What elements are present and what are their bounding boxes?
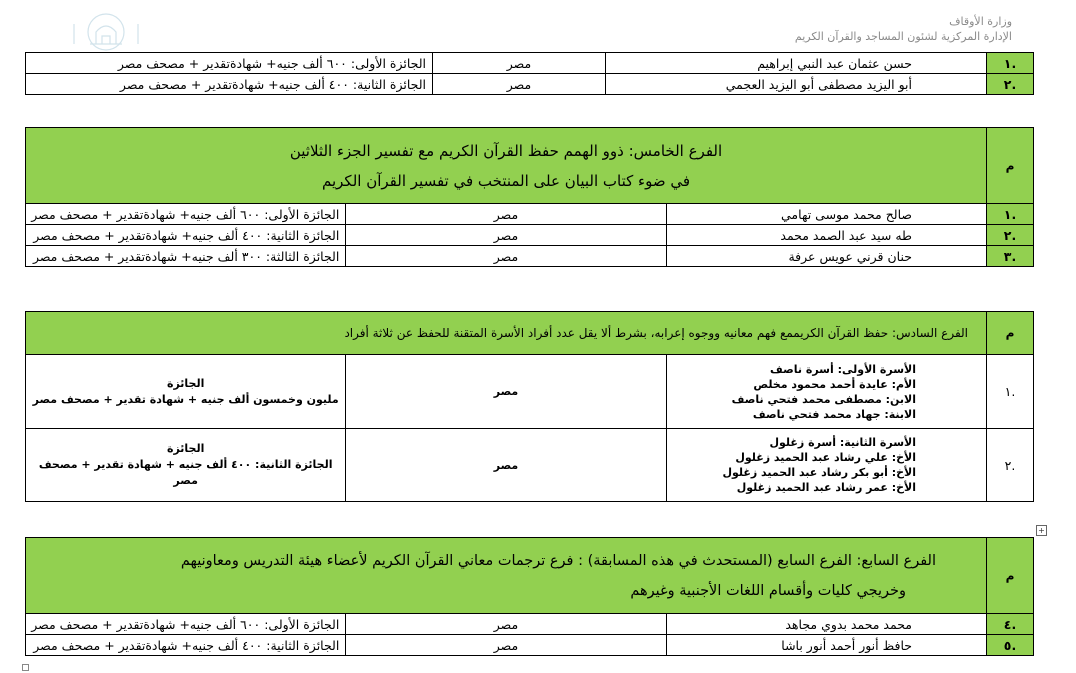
winner-country: مصر: [346, 429, 666, 502]
family-member: الأسرة الثانية: أسرة زغلول: [769, 436, 916, 449]
row-index: .٢: [987, 429, 1034, 502]
winner-country: مصر: [346, 355, 666, 429]
winner-country: مصر: [433, 53, 606, 74]
mosque-logo-watermark-icon: [60, 10, 152, 52]
winner-name: حنان قرني عويس عرفة: [666, 246, 986, 267]
table-row: [26, 74, 1034, 95]
prize-title: الجائزة: [166, 442, 205, 455]
column-m-label: م: [987, 312, 1034, 355]
winner-country: مصر: [346, 614, 666, 635]
prize-text: مليون وخمسون ألف جنيه + شهادة تقدير + مصحف مصر: [32, 392, 339, 406]
department-name: الإدارة المركزية لشئون المساجد والقرآن الكريم: [794, 30, 1012, 43]
winner-prize: الجائزة الأولى: ٦٠٠ ألف جنيه+ شهادةتقدير + مصحف مصر: [26, 614, 346, 635]
winner-country: مصر: [433, 74, 606, 95]
winner-prize: الجائزة الثالثة: ٣٠٠ ألف جنيه+ شهادةتقدير + مصحف مصر: [26, 246, 346, 267]
section-title-line2: في ضوء كتاب البيان على المنتخب في تفسير القرآن الكريم: [321, 171, 690, 190]
family-members: [666, 429, 986, 502]
section-title: الفرع السادس: حفظ القرآن الكريممع فهم معانيه ووجوه إعرابه، بشرط ألا يقل عدد أفراد الأسرة المتقنة للحفظ عن ثلاثة أفراد: [26, 312, 987, 355]
table-row: [26, 635, 1034, 656]
prize-text: الجائزة الثانية: ٤٠٠ ألف جنيه + شهادة تقدير + مصحف مصر: [38, 458, 333, 487]
branch6-winners-table: [25, 311, 1034, 502]
row-index: .١: [987, 53, 1034, 74]
column-m-label: م: [987, 128, 1034, 204]
family-member: الابنة: جهاد محمد فتحي ناصف: [752, 407, 916, 421]
winner-prize: الجائزة الثانية: ٤٠٠ ألف جنيه+ شهادةتقدير + مصحف مصر: [26, 225, 346, 246]
winner-name: حسن عثمان عبد النبي إبراهيم: [606, 53, 987, 74]
family-member: الأسرة الأولى: أسرة ناصف: [770, 362, 916, 376]
branch4-winners-table: [25, 52, 1034, 95]
winner-prize: الجائزة الثانية: ٤٠٠ ألف جنيه+ شهادةتقدير + مصحف مصر: [26, 74, 433, 95]
branch5-winners-table: [25, 127, 1034, 267]
family-member: الابن: مصطفى محمد فتحي ناصف: [731, 392, 916, 406]
prize-title: الجائزة: [166, 376, 205, 390]
winner-name: صالح محمد موسى تهامي: [666, 204, 986, 225]
family-member: الأخ: عمر رشاد عبد الحميد زغلول: [736, 481, 916, 494]
winner-country: مصر: [346, 246, 666, 267]
section-title-line2: وخريجي كليات وأقسام اللغات الأجنبية وغيرهم: [630, 582, 906, 599]
section-title: [26, 538, 987, 614]
table-move-handle-icon[interactable]: +: [1036, 525, 1047, 536]
family-member: الأخ: علي رشاد عبد الحميد زغلول: [735, 451, 916, 464]
page-header: [795, 14, 1012, 44]
family-member: الأخ: أبو بكر رشاد عبد الحميد زغلول: [722, 466, 916, 479]
table-row: [26, 204, 1034, 225]
family-members: [666, 355, 986, 429]
section-title: [26, 128, 987, 204]
table-row: [26, 53, 1034, 74]
winner-name: محمد محمد بدوي مجاهد: [666, 614, 986, 635]
table-row: [26, 614, 1034, 635]
page-corner-marker: [22, 664, 29, 671]
row-index: .٢: [987, 225, 1034, 246]
ministry-name: وزارة الأوقاف: [949, 15, 1012, 28]
section-header-row: [26, 128, 1034, 204]
row-index: .١: [987, 355, 1034, 429]
row-index: .١: [987, 204, 1034, 225]
column-m-label: م: [987, 538, 1034, 614]
family-member: الأم: عايدة أحمد محمود مخلص: [753, 377, 916, 391]
row-index: .٣: [987, 246, 1034, 267]
branch7-winners-table: [25, 537, 1034, 656]
section-title-line1: الفرع السابع: الفرع السابع (المستحدث في هذه المسابقة) : فرع ترجمات معاني القرآن الكريم لأعضاء هيئة التدريس ومعاونيهم: [180, 552, 936, 569]
row-index: .٥: [987, 635, 1034, 656]
section-header-row: [26, 312, 1034, 355]
winner-name: أبو اليزيد مصطفى أبو اليزيد العجمي: [606, 74, 987, 95]
table-row: [26, 355, 1034, 429]
table-row: [26, 225, 1034, 246]
winner-prize: [26, 429, 346, 502]
winner-name: حافظ أنور أحمد أنور باشا: [666, 635, 986, 656]
table-row: [26, 246, 1034, 267]
winner-prize: [26, 355, 346, 429]
winner-name: طه سيد عبد الصمد محمد: [666, 225, 986, 246]
winner-country: مصر: [346, 225, 666, 246]
winner-prize: الجائزة الأولى: ٦٠٠ ألف جنيه+ شهادةتقدير + مصحف مصر: [26, 53, 433, 74]
table-row: [26, 429, 1034, 502]
section-header-row: [26, 538, 1034, 614]
row-index: .٢: [987, 74, 1034, 95]
winner-prize: الجائزة الثانية: ٤٠٠ ألف جنيه+ شهادةتقدير + مصحف مصر: [26, 635, 346, 656]
section-title-line1: الفرع الخامس: ذوو الهمم حفظ القرآن الكريم مع تفسير الجزء الثلاثين: [289, 141, 723, 160]
winner-prize: الجائزة الأولى: ٦٠٠ ألف جنيه+ شهادةتقدير + مصحف مصر: [26, 204, 346, 225]
row-index: .٤: [987, 614, 1034, 635]
winner-country: مصر: [346, 204, 666, 225]
winner-country: مصر: [346, 635, 666, 656]
